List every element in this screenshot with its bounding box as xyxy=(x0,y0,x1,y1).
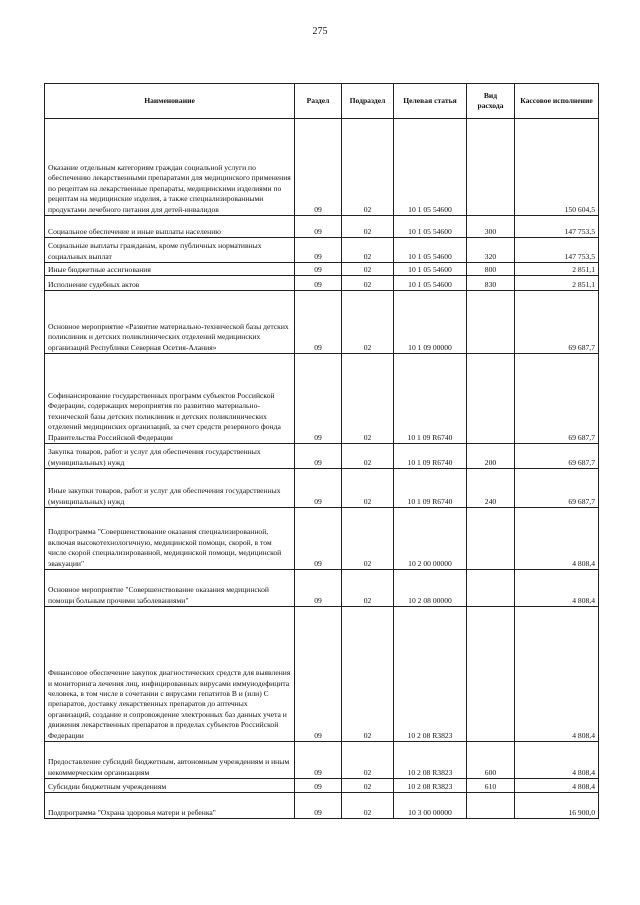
row-section: 09 xyxy=(295,263,342,276)
row-name: Иные бюджетные ассигнования xyxy=(45,263,295,276)
row-amount: 4 808,4 xyxy=(515,742,599,779)
row-subsection: 02 xyxy=(342,291,394,354)
row-name: Предоставление субсидий бюджетным, автономным учреждениям и иным некоммерческим организациям xyxy=(45,742,295,779)
row-subsection: 02 xyxy=(342,444,394,469)
row-amount: 69 687,7 xyxy=(515,291,599,354)
row-type: 240 xyxy=(467,469,515,508)
row-type: 300 xyxy=(467,216,515,238)
row-type xyxy=(467,570,515,607)
row-section: 09 xyxy=(295,793,342,819)
row-amount: 4 808,4 xyxy=(515,570,599,607)
row-name: Субсидии бюджетным учреждениям xyxy=(45,779,295,793)
row-name: Оказание отдельным категориям граждан социальной услуги по обеспечению лекарственными препаратами для медицинского применения по рецептам на лекарственные препараты, медицинскими изделиями по рецептам на медицинские изделия, а также специализированными продуктами лечебного питания для детей-инвалидов xyxy=(45,119,295,216)
row-name: Социальное обеспечение и иные выплаты населению xyxy=(45,216,295,238)
column-header-type: Вид расхода xyxy=(467,84,515,119)
table-row xyxy=(45,119,599,216)
row-target: 10 1 09 R6740 xyxy=(394,354,467,444)
table-row xyxy=(45,276,599,291)
table-row xyxy=(45,291,599,354)
table-row xyxy=(45,607,599,742)
row-target: 10 2 08 R3823 xyxy=(394,779,467,793)
row-subsection: 02 xyxy=(342,216,394,238)
row-subsection: 02 xyxy=(342,607,394,742)
row-name: Основное мероприятие «Развитие материально-технической базы детских поликлиник и детских поликлинических отделений медицинских организаций Республики Северная Осетия-Алания» xyxy=(45,291,295,354)
row-target: 10 2 08 R3823 xyxy=(394,742,467,779)
table-row xyxy=(45,793,599,819)
table-row xyxy=(45,216,599,238)
table-row xyxy=(45,444,599,469)
row-type: 610 xyxy=(467,779,515,793)
table-row xyxy=(45,742,599,779)
row-subsection: 02 xyxy=(342,570,394,607)
column-header-target: Целевая статья xyxy=(394,84,467,119)
row-name: Основное мероприятие "Совершенствование оказания медицинской помощи больным прочими заболеваниями" xyxy=(45,570,295,607)
row-section: 09 xyxy=(295,119,342,216)
row-subsection: 02 xyxy=(342,469,394,508)
column-header-subsection: Подраздел xyxy=(342,84,394,119)
row-amount: 4 808,4 xyxy=(515,508,599,570)
row-type xyxy=(467,607,515,742)
row-name: Социальные выплаты гражданам, кроме публичных нормативных социальных выплат xyxy=(45,238,295,263)
row-target: 10 1 09 R6740 xyxy=(394,444,467,469)
row-name: Подпрограмма "Охрана здоровья матери и ребенка" xyxy=(45,793,295,819)
row-amount: 4 808,4 xyxy=(515,779,599,793)
table-row xyxy=(45,469,599,508)
row-name: Закупка товаров, работ и услуг для обеспечения государственных (муниципальных) нужд xyxy=(45,444,295,469)
table-header-row xyxy=(45,84,599,119)
row-amount: 69 687,7 xyxy=(515,354,599,444)
row-section: 09 xyxy=(295,444,342,469)
row-target: 10 1 09 R6740 xyxy=(394,469,467,508)
table-row xyxy=(45,779,599,793)
row-subsection: 02 xyxy=(342,238,394,263)
row-target: 10 1 09 00000 xyxy=(394,291,467,354)
row-type xyxy=(467,508,515,570)
row-amount: 69 687,7 xyxy=(515,444,599,469)
row-amount: 2 851,1 xyxy=(515,276,599,291)
budget-table xyxy=(44,83,599,819)
row-section: 09 xyxy=(295,216,342,238)
row-target: 10 2 08 00000 xyxy=(394,570,467,607)
row-target: 10 2 08 R3823 xyxy=(394,607,467,742)
table-row xyxy=(45,238,599,263)
row-target: 10 3 00 00000 xyxy=(394,793,467,819)
row-section: 09 xyxy=(295,607,342,742)
column-header-amount: Кассовое исполнение xyxy=(515,84,599,119)
row-subsection: 02 xyxy=(342,779,394,793)
page-number: 275 xyxy=(312,26,328,37)
row-target: 10 1 05 54600 xyxy=(394,119,467,216)
row-name: Подпрограмма "Совершенствование оказания специализированной, включая высокотехнологичную, медицинской помощи, скорой, в том числе скорой специализированной, медицинской помощи, медицинской эвакуации" xyxy=(45,508,295,570)
row-type xyxy=(467,354,515,444)
row-subsection: 02 xyxy=(342,354,394,444)
row-target: 10 1 05 54600 xyxy=(394,276,467,291)
row-name: Иные закупки товаров, работ и услуг для обеспечения государственных (муниципальных) нужд xyxy=(45,469,295,508)
row-section: 09 xyxy=(295,570,342,607)
row-target: 10 1 05 54600 xyxy=(394,216,467,238)
row-subsection: 02 xyxy=(342,742,394,779)
row-subsection: 02 xyxy=(342,793,394,819)
row-subsection: 02 xyxy=(342,263,394,276)
row-target: 10 1 05 54600 xyxy=(394,263,467,276)
row-amount: 69 687,7 xyxy=(515,469,599,508)
row-name: Исполнение судебных актов xyxy=(45,276,295,291)
row-amount: 16 900,0 xyxy=(515,793,599,819)
row-section: 09 xyxy=(295,238,342,263)
row-type: 200 xyxy=(467,444,515,469)
row-section: 09 xyxy=(295,779,342,793)
row-type: 830 xyxy=(467,276,515,291)
column-header-name: Наименование xyxy=(45,84,295,119)
row-amount: 147 753,5 xyxy=(515,216,599,238)
row-section: 09 xyxy=(295,291,342,354)
row-section: 09 xyxy=(295,276,342,291)
row-type xyxy=(467,291,515,354)
row-type: 320 xyxy=(467,238,515,263)
table-row xyxy=(45,570,599,607)
column-header-section: Раздел xyxy=(295,84,342,119)
row-subsection: 02 xyxy=(342,276,394,291)
row-section: 09 xyxy=(295,508,342,570)
row-amount: 147 753,5 xyxy=(515,238,599,263)
table-row xyxy=(45,263,599,276)
row-amount: 4 808,4 xyxy=(515,607,599,742)
row-name: Финансовое обеспечение закупок диагностических средств для выявления и мониторинга лечения лиц, инфицированных вирусами иммунодефицита человека, в том числе в сочетании с вирусами гепатитов B и (или) C препаратов, доставку лекарственных препаратов до аптечных организаций, создание и сопровождение электронных баз данных учета и движения лекарственных препаратов в пределах субъектов Российской Федерации xyxy=(45,607,295,742)
row-subsection: 02 xyxy=(342,508,394,570)
row-target: 10 1 05 54600 xyxy=(394,238,467,263)
row-section: 09 xyxy=(295,742,342,779)
row-type xyxy=(467,119,515,216)
row-amount: 2 851,1 xyxy=(515,263,599,276)
row-subsection: 02 xyxy=(342,119,394,216)
row-name: Софинансирование государственных программ субъектов Российской Федерации, содержащих мероприятия по развитию материально-технической базы детских поликлиник и детских поликлинических отделений медицинских организаций, за счет средств резервного фонда Правительства Российской Федерации xyxy=(45,354,295,444)
row-type: 600 xyxy=(467,742,515,779)
row-amount: 150 604,5 xyxy=(515,119,599,216)
table-row xyxy=(45,508,599,570)
row-type xyxy=(467,793,515,819)
row-type: 800 xyxy=(467,263,515,276)
row-target: 10 2 00 00000 xyxy=(394,508,467,570)
table-row xyxy=(45,354,599,444)
row-section: 09 xyxy=(295,354,342,444)
row-section: 09 xyxy=(295,469,342,508)
